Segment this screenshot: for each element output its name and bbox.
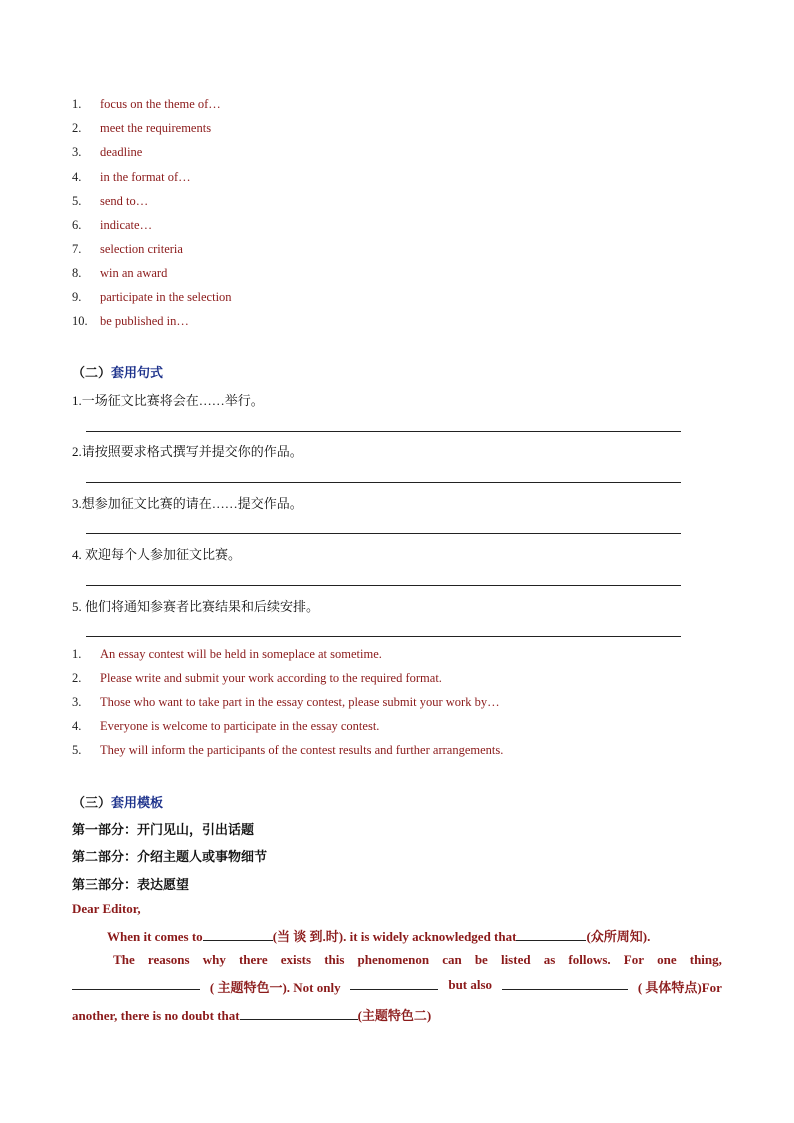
- section-prefix: （三）: [72, 795, 112, 810]
- answer-item: [72, 671, 442, 686]
- list-text: selection criteria: [100, 242, 183, 256]
- list-item: [72, 242, 183, 257]
- letter-word: The: [113, 952, 135, 967]
- answer-text: They will inform the participants of the contest results and further arrangements.: [100, 743, 504, 757]
- answer-item: [72, 695, 500, 710]
- letter-line: [72, 977, 722, 996]
- list-number: 5.: [72, 194, 82, 208]
- letter-word: exists: [280, 952, 312, 967]
- list-item: [72, 97, 221, 112]
- translation-prompt: 2.请按照要求格式撰写并提交你的作品。: [72, 444, 303, 459]
- letter-word: be: [474, 952, 488, 967]
- list-text: participate in the selection: [100, 290, 232, 304]
- answer-item: [72, 719, 379, 734]
- list-text: be published in…: [100, 314, 189, 328]
- answer-number: 2.: [72, 671, 82, 685]
- list-number: 4.: [72, 170, 82, 184]
- answer-line: [86, 533, 681, 534]
- list-item: [72, 145, 142, 160]
- answer-text: An essay contest will be held in someplace at sometime.: [100, 647, 382, 661]
- answer-line: [86, 636, 681, 637]
- letter-word: thing,: [689, 952, 722, 967]
- list-item: [72, 170, 191, 185]
- translation-prompt: 1.一场征文比赛将会在……举行。: [72, 393, 264, 408]
- answer-text: Please write and submit your work according to the required format.: [100, 671, 442, 685]
- section-prefix: （二）: [72, 365, 112, 380]
- section-heading: [72, 362, 163, 381]
- template-part: 第三部分：表达愿望: [72, 877, 190, 892]
- list-text: in the format of…: [100, 170, 191, 184]
- translation-prompt: 5. 他们将通知参赛者比赛结果和后续安排。: [72, 599, 320, 614]
- list-number: 1.: [72, 97, 82, 111]
- list-number: 3.: [72, 145, 82, 159]
- letter-text: but also: [448, 977, 493, 992]
- list-text: deadline: [100, 145, 143, 159]
- section-title: 套用模板: [111, 795, 164, 810]
- list-number: 8.: [72, 266, 82, 280]
- answer-number: 3.: [72, 695, 82, 709]
- letter-word: follows.: [568, 952, 611, 967]
- letter-word: phenomenon: [357, 952, 430, 967]
- fill-blank[interactable]: [350, 977, 438, 990]
- answer-line: [86, 482, 681, 483]
- letter-word: one: [657, 952, 677, 967]
- fill-blank[interactable]: [516, 928, 586, 941]
- fill-blank[interactable]: [72, 977, 200, 990]
- list-item: [72, 194, 148, 209]
- translation-prompt: 4. 欢迎每个人参加征文比赛。: [72, 547, 242, 562]
- list-item: [72, 266, 167, 281]
- letter-line: [72, 1005, 431, 1024]
- answer-line: [86, 431, 681, 432]
- fill-blank[interactable]: [240, 1007, 358, 1020]
- section-title: 套用句式: [111, 365, 164, 380]
- letter-word: reasons: [147, 952, 190, 967]
- letter-text: another, there is no doubt that: [72, 1008, 240, 1023]
- list-number: 9.: [72, 290, 82, 304]
- section-heading: [72, 792, 163, 811]
- letter-text: (主题特色二): [357, 1008, 432, 1023]
- list-number: 2.: [72, 121, 82, 135]
- letter-word: listed: [500, 952, 531, 967]
- list-number: 7.: [72, 242, 82, 256]
- answer-line: [86, 585, 681, 586]
- answer-item: [72, 647, 382, 662]
- answer-number: 5.: [72, 743, 82, 757]
- list-text: indicate…: [100, 218, 153, 232]
- fill-blank[interactable]: [502, 977, 628, 990]
- list-number: 10.: [72, 314, 88, 328]
- answer-number: 4.: [72, 719, 82, 733]
- letter-word: this: [324, 952, 345, 967]
- answer-item: [72, 743, 503, 758]
- letter-greeting: Dear Editor,: [72, 901, 141, 916]
- letter-word: why: [202, 952, 226, 967]
- list-item: [72, 290, 232, 305]
- letter-text: ( 具体特点)For: [637, 980, 722, 995]
- translation-prompt: 3.想参加征文比赛的请在……提交作品。: [72, 496, 303, 511]
- list-item: [72, 314, 189, 329]
- list-item: [72, 218, 152, 233]
- letter-line: [72, 952, 722, 968]
- list-text: meet the requirements: [100, 121, 212, 135]
- letter-word: there: [238, 952, 268, 967]
- template-part: 第二部分：介绍主题人或事物细节: [72, 849, 268, 864]
- letter-word: as: [543, 952, 556, 967]
- answer-text: Everyone is welcome to participate in the essay contest.: [100, 719, 380, 733]
- letter-word: For: [623, 952, 644, 967]
- fill-blank[interactable]: [203, 928, 273, 941]
- answer-number: 1.: [72, 647, 82, 661]
- letter-text: ( 主题特色一). Not only: [209, 980, 341, 995]
- letter-text: (众所周知).: [586, 929, 651, 944]
- list-text: win an award: [100, 266, 168, 280]
- answer-text: Those who want to take part in the essay contest, please submit your work by…: [100, 695, 500, 709]
- list-number: 6.: [72, 218, 82, 232]
- template-part: 第一部分：开门见山，引出话题: [72, 822, 255, 837]
- letter-word: can: [442, 952, 462, 967]
- letter-line: [107, 926, 650, 945]
- list-text: focus on the theme of…: [100, 97, 221, 111]
- list-text: send to…: [100, 194, 149, 208]
- list-item: [72, 121, 211, 136]
- letter-text: (当 谈 到.时). it is widely acknowledged that: [272, 929, 517, 944]
- letter-text: When it comes to: [107, 929, 203, 944]
